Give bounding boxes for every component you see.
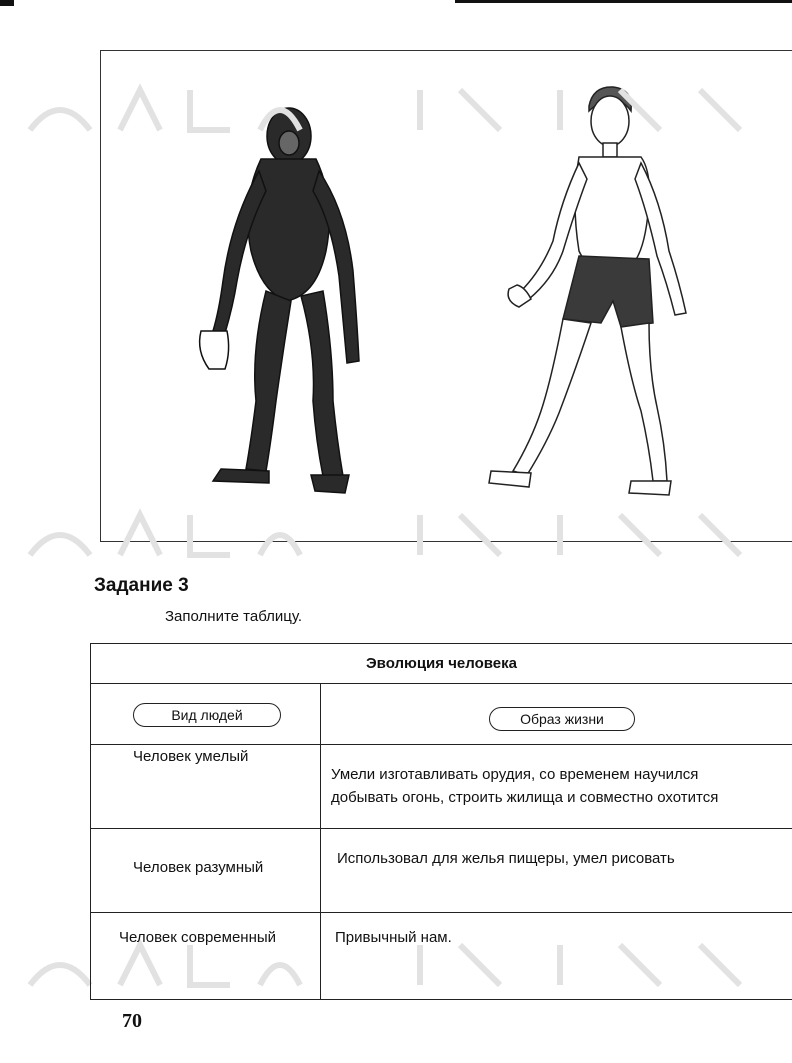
species-cell[interactable]: Человек разумный	[133, 859, 264, 876]
illustration-svg	[101, 51, 792, 543]
lifestyle-cell-line[interactable]: добывать огонь, строить жилища и совместно охотится	[331, 789, 719, 806]
row-divider	[91, 744, 792, 745]
row-divider	[91, 828, 792, 829]
species-cell[interactable]: Человек умелый	[133, 748, 249, 765]
corner-mark	[0, 0, 14, 6]
lifestyle-cell-line[interactable]: Умели изготавливать орудия, со временем научился	[331, 766, 699, 783]
illustration-frame	[100, 50, 792, 542]
column-header-lifestyle: Образ жизни	[489, 707, 635, 731]
early-hominid-illustration	[200, 108, 359, 493]
row-divider	[91, 912, 792, 913]
lifestyle-cell-line[interactable]: Использовал для желья пищеры, умел рисовать	[337, 850, 675, 867]
column-header-species: Вид людей	[133, 703, 281, 727]
task-instruction: Заполните таблицу.	[165, 608, 303, 625]
evolution-table	[90, 643, 792, 1000]
top-rule	[455, 0, 792, 3]
modern-man-illustration	[489, 87, 686, 495]
species-cell[interactable]: Человек современный	[119, 929, 277, 946]
column-divider	[320, 684, 321, 1000]
table-title: Эволюция человека	[91, 644, 792, 684]
task-title: Задание 3	[94, 575, 189, 596]
page-number: 70	[122, 1010, 142, 1032]
lifestyle-cell-line[interactable]: Привычный нам.	[335, 929, 452, 946]
